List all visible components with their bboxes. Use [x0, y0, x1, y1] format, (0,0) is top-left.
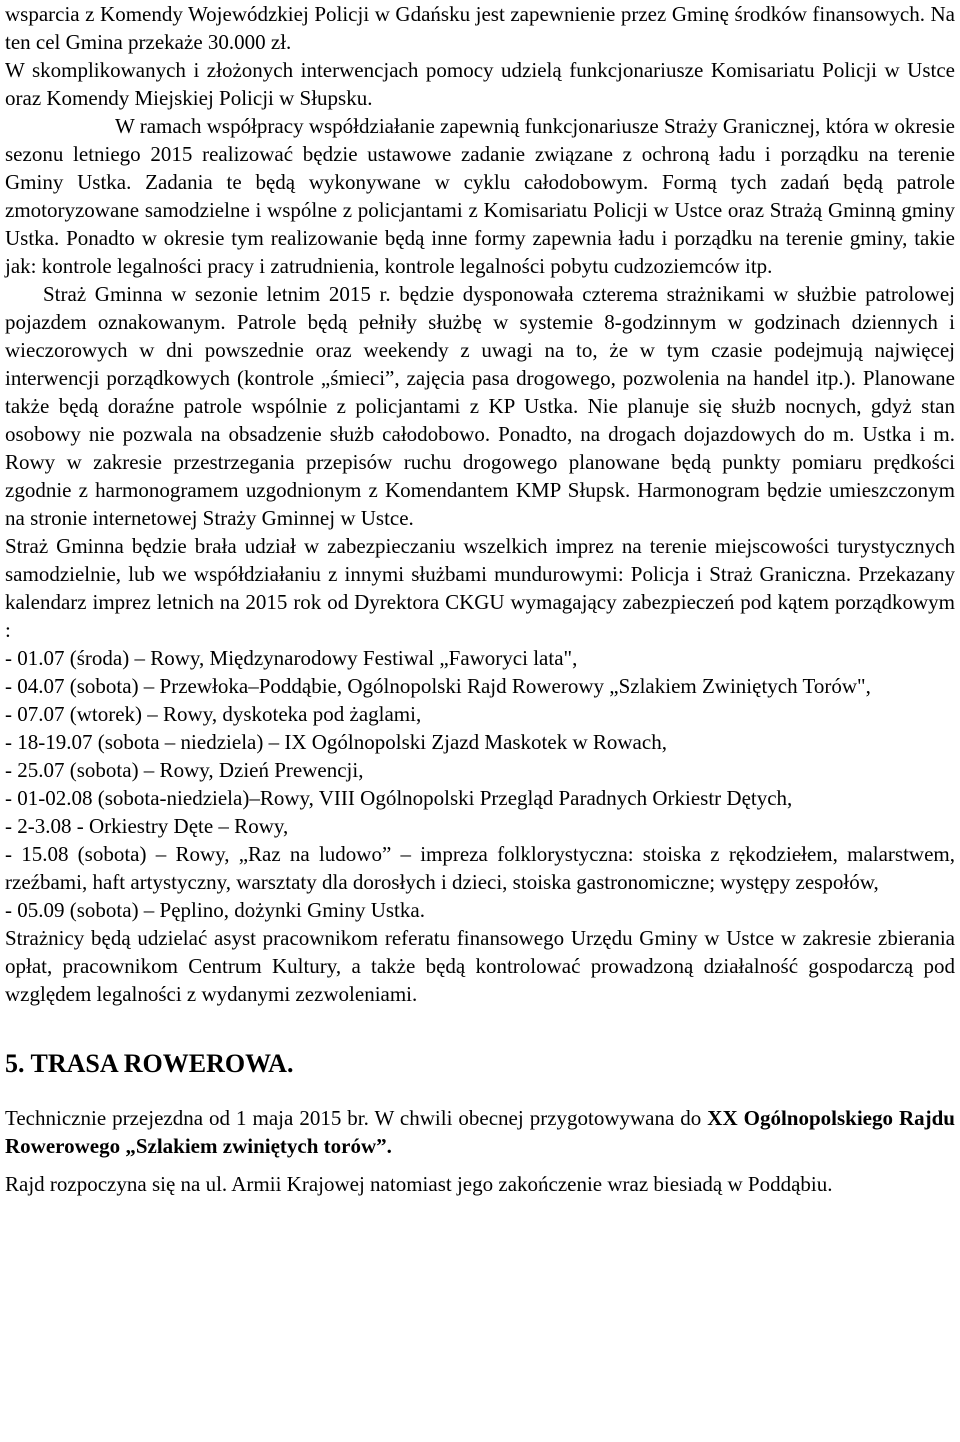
event-item: - 04.07 (sobota) – Przewłoka–Poddąbie, Ogólnopolski Rajd Rowerowy „Szlakiem Zwiniętych Torów", [5, 674, 871, 698]
route-rally-name: XX Ogólnopolskiego Rajdu Rowerowego „Szlakiem zwiniętych torów”. [5, 1106, 955, 1158]
paragraph-assist: Strażnicy będą udzielać asyst pracownikom referatu finansowego Urzędu Gminy w Ustce w zakresie zbierania opłat, pracownikom Centrum Kultury, a także będą kontrolować prowadzoną działalność gospodarczą pod względem legalności z wydanymi zezwoleniami. [5, 926, 955, 1006]
paragraph-intervention: W skomplikowanych i złożonych interwencjach pomocy udzielą funkcjonariusze Komisariatu Policji w Ustce oraz Komendy Miejskiej Policji w Słupsku. [5, 58, 955, 110]
events-list [5, 644, 955, 924]
event-item: - 15.08 (sobota) – Rowy, „Raz na ludowo” – impreza folklorystyczna: stoiska z rękodziełem, malarstwem, rzeźbami, haft artystyczny, warsztaty dla dorosłych i dzieci, stoiska gastronomiczne; występy zespołów, [5, 842, 955, 894]
event-item: - 05.09 (sobota) – Pęplino, dożynki Gminy Ustka. [5, 898, 425, 922]
event-item: - 01.07 (środa) – Rowy, Międzynarodowy Festiwal „Faworyci lata", [5, 646, 578, 670]
section-heading: 5. TRASA ROWEROWA. [5, 1049, 294, 1078]
paragraph-route-end: Rajd rozpoczyna się na ul. Armii Krajowej natomiast jego zakończenie wraz biesiadą w Poddąbiu. [5, 1172, 833, 1196]
paragraph-border-guard: W ramach współpracy współdziałanie zapewnią funkcjonariusze Straży Granicznej, która w okresie sezonu letniego 2015 realizować będzie ustawowe zadanie związane z ochroną ładu i porządku na terenie Gminy Ustka. Zadania te będą wykonywane w cyklu całodobowym. Formą tych zadań będą patrole zmotoryzowane samodzielne i wspólne z policjantami z Komisariatu Policji w Ustce oraz Strażą Gminną gminy Ustka. Ponadto w okresie tym realizowanie będą inne formy zapewnia ładu i porządku na terenie gminy, takie jak: kontrole legalności pracy i zatrudnienia, kontrole legalności pobytu cudzoziemców itp. [5, 114, 955, 278]
event-item: - 2-3.08 - Orkiestry Dęte – Rowy, [5, 814, 289, 838]
paragraph-events-intro: Straż Gminna będzie brała udział w zabezpieczaniu wszelkich imprez na terenie miejscowości turystycznych samodzielnie, lub we współdziałaniu z innymi służbami mundurowymi: Policja i Straż Graniczna. Przekazany kalendarz imprez letnich na 2015 rok od Dyrektora CKGU wymagający zabezpieczeń pod kątem porządkowym : [5, 534, 955, 642]
event-item: - 07.07 (wtorek) – Rowy, dyskoteka pod żaglami, [5, 702, 422, 726]
paragraph-route [5, 1104, 955, 1160]
event-item: - 18-19.07 (sobota – niedziela) – IX Ogólnopolski Zjazd Maskotek w Rowach, [5, 730, 667, 754]
route-text: Technicznie przejezdna od 1 maja 2015 br. W chwili obecnej przygotowywana do [5, 1106, 708, 1130]
event-item: - 25.07 (sobota) – Rowy, Dzień Prewencji, [5, 758, 364, 782]
document-page [5, 0, 955, 1198]
paragraph-intro: wsparcia z Komendy Wojewódzkiej Policji w Gdańsku jest zapewnienie przez Gminę środków finansowych. Na ten cel Gmina przekaże 30.000 zł. [5, 2, 955, 54]
paragraph-municipal-guard: Straż Gminna w sezonie letnim 2015 r. będzie dysponowała czterema strażnikami w służbie patrolowej pojazdem oznakowanym. Patrole będą pełniły służbę w systemie 8-godzinnym w godzinach dziennych i wieczorowych w dni powszednie oraz weekendy z uwagi na to, że w tym czasie podejmują najwięcej interwencji porządkowych (kontrole „śmieci”, zajęcia pasa drogowego, pozwolenia na handel itp.). Planowane także będą doraźne patrole wspólnie z policjantami z KP Ustka. Nie planuje się służb nocnych, gdyż stan osobowy nie pozwala na obsadzenie służb całodobowo. Ponadto, na drogach dojazdowych do m. Ustka i m. Rowy w zakresie przestrzegania przepisów ruchu drogowego planowane będą punkty pomiaru prędkości zgodnie z harmonogramem uzgodnionym z Komendantem KMP Słupsk. Harmonogram będzie umieszczonym na stronie internetowej Straży Gminnej w Ustce. [5, 282, 955, 530]
event-item: - 01-02.08 (sobota-niedziela)–Rowy, VIII Ogólnopolski Przegląd Paradnych Orkiestr Dętych, [5, 786, 793, 810]
